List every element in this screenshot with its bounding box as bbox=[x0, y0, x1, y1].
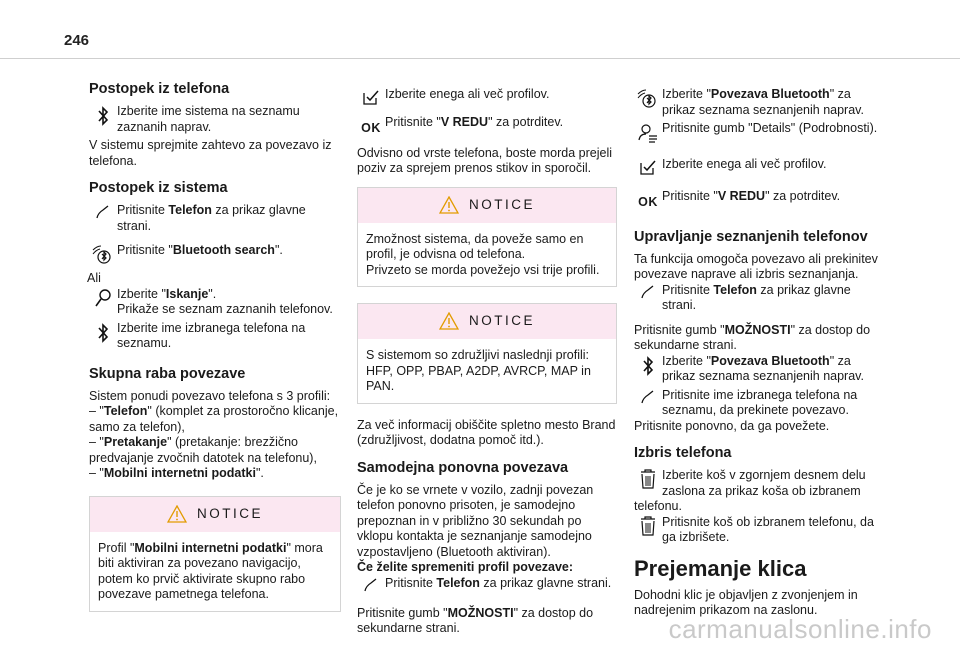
heading-phone-procedure: Postopek iz telefona bbox=[89, 81, 230, 97]
phone-text: V sistemu sprejmite zahtevo za povezavo iz telefona. bbox=[89, 138, 332, 168]
system-step-3: Izberite "Iskanje". Prikaže se seznam zaznanih telefonov. bbox=[89, 287, 341, 318]
checkbox-icon bbox=[634, 157, 662, 176]
notice-label: NOTICE bbox=[468, 196, 535, 212]
phone-step bbox=[89, 104, 341, 135]
ok-step: OK Pritisnite "V REDU" za potrditev. bbox=[357, 115, 617, 137]
touch-pen-icon bbox=[357, 576, 385, 593]
notice-box-2: NOTICE S sistemom so združljivi naslednji profili: HFP, OPP, PBAP, A2DP, AVRCP, MAP in PAN. bbox=[357, 303, 617, 404]
bluetooth-touch-icon bbox=[89, 243, 117, 268]
notice-box-1: NOTICE Zmožnost sistema, da poveže samo en profil, je odvisna od telefona. Privzeto se morda povežejo vsi trije profili. bbox=[357, 187, 617, 288]
heading-auto-reconnect: Samodejna ponovna povezava bbox=[357, 459, 569, 476]
phone-step-text: Izberite ime sistema na seznamu zaznanih naprav. bbox=[117, 104, 300, 134]
notice-label: NOTICE bbox=[196, 505, 263, 521]
bluetooth-icon bbox=[89, 321, 117, 344]
page-number: 246 bbox=[64, 32, 90, 49]
c3-step-2: Pritisnite gumb "Details" (Podrobnosti). bbox=[634, 121, 886, 144]
ok-icon: OK bbox=[361, 121, 381, 135]
heading-system-procedure: Postopek iz sistema bbox=[89, 180, 228, 196]
manage-step-3: Pritisnite ime izbranega telefona na seznamu, da prekinete povezavo. bbox=[634, 388, 886, 419]
delete-step-2: Pritisnite koš ob izbranem telefonu, da ga izbrišete. bbox=[634, 515, 886, 546]
trash-icon bbox=[634, 468, 662, 489]
heading-receiving-call: Prejemanje klica bbox=[634, 555, 807, 581]
watermark: carmanualsonline.info bbox=[668, 614, 932, 644]
notice-body: Profil "Mobilni internetni podatki" mora biti aktiviran za povezano navigacijo, potem ko prvič aktivirate skupno rabo povezave pametnega telefona. bbox=[98, 540, 323, 601]
ok-icon: OK bbox=[638, 195, 658, 209]
details-icon bbox=[634, 121, 662, 144]
search-icon bbox=[89, 287, 117, 308]
auto-step: Pritisnite Telefon za prikaz glavne strani. bbox=[357, 576, 617, 593]
touch-pen-icon bbox=[634, 283, 662, 300]
system-step-1: Pritisnite Telefon za prikaz glavne strani. bbox=[89, 203, 341, 234]
column-2: Izberite enega ali več profilov. OK Pritisnite "V REDU" za potrditev. Odvisno od vrste telefona, boste morda prejeli poziv za sprejem prenos stikov in sporočil. NOTICE Zmožnost sistema, da poveže samo en profil, je odvisna od telefona. Privzeto se morda povežejo vsi trije profili. NOTICE S sistemom so združljivi naslednji profili: HFP, OPP, PBAP, A2DP, AVRCP, MAP in PAN. Za več informacij obiščite spletno mesto Brand (združljivost, dodatna pomoč itd.). Samodejna ponovna povezava Če je ko se vrnete v vozilo, zadnji povezan telefon ponovno prisoten, je samodejno prepoznan in v približno 30 sekundah po vklopu kontakta je seznanjanje samodejno vzpostavljeno (Bluetooth aktiviran). Če želite spremeniti profil povezave: Pritisnite Telefon za prikaz glavne strani. Pritisnite gumb "MOŽNOSTI" za dostop do sekundarne strani. bbox=[357, 87, 616, 635]
column-1: Postopek iz telefona Izberite ime sistema na seznamu zaznanih naprav. V sistemu sprejmite zahtevo za povezavo iz telefona. Postopek iz sistema Pritisnite Telefon za prikaz glavne strani. Pritisnite "Bluetooth search". Ali Izberite "Iskanje". Prikaže se seznam zaznanih telefonov. Izberite ime izbranega telefona na seznamu. Skupna raba povezave Sistem ponudi povezavo telefona s 3 profili: – "Telefon" (komplet za prostoročno klicanje, samo za telefon), – "Pretakanje" (pretakanje: brezžično predvajanje zvočnih datotek na telefonu), – "Mobilni internetni podatki". NOTICE Profil "Mobilni internetni podatki" mora biti aktiviran za povezano navigacijo, potem ko prvič aktivirate skupno rabo povezave pametnega telefona. bbox=[89, 80, 341, 622]
delete-step-1: Izberite koš v zgornjem desnem delu zaslona za prikaz koša ob izbranem bbox=[634, 468, 886, 499]
column-3: Izberite "Povezava Bluetooth" za prikaz seznama seznanjenih naprav. Pritisnite gumb "Details" (Podrobnosti). Izberite enega ali več profilov. OK Pritisnite "V REDU" za potrditev. Upravljanje seznanjenih telefonov Ta funkcija omogoča povezavo ali prekinitev povezave naprave ali izbris seznanjanja. Pritisnite Telefon za prikaz glavne strani. Pritisnite gumb "MOŽNOSTI" za dostop do sekundarne strani. Izberite "Povezava Bluetooth" za prikaz seznama seznanjenih naprav. Pritisnite ime izbranega telefona na seznamu, da prekinete povezavo. Pritisnite ponovno, da ga povežete. Izbris telefona Izberite koš v zgornjem desnem delu zaslona za prikaz koša ob izbranem telefonu. Pritisnite koš ob izbranem telefonu, da ga izbrišete. Prejemanje klica Dohodni klic je objavljen z zvonjenjem in nadrejenim prikazom na zaslonu. bbox=[634, 87, 886, 619]
c3-step-1: Izberite "Povezava Bluetooth" za prikaz seznama seznanjenih naprav. bbox=[634, 87, 886, 118]
heading-delete-phone: Izbris telefona bbox=[634, 445, 732, 461]
system-step-2: Pritisnite "Bluetooth search". bbox=[89, 243, 341, 268]
c3-step-3: Izberite enega ali več profilov. bbox=[634, 157, 886, 176]
profile-select-step: Izberite enega ali več profilov. bbox=[357, 87, 617, 106]
notice-header bbox=[90, 497, 340, 532]
notice-box bbox=[89, 496, 341, 612]
c3-ok-step: OK Pritisnite "V REDU" za potrditev. bbox=[634, 189, 886, 211]
manage-step-1: Pritisnite Telefon za prikaz glavne strani. bbox=[634, 283, 886, 314]
header-divider bbox=[0, 58, 960, 59]
checkbox-icon bbox=[357, 87, 385, 106]
ali-text: Ali bbox=[87, 271, 101, 285]
warning-icon bbox=[167, 505, 187, 523]
bluetooth-icon bbox=[89, 104, 117, 127]
warning-icon bbox=[439, 196, 459, 214]
trash-icon bbox=[634, 515, 662, 536]
warning-icon bbox=[439, 312, 459, 330]
system-step-4: Izberite ime izbranega telefona na seznamu. bbox=[89, 321, 341, 352]
touch-pen-icon bbox=[634, 388, 662, 405]
manage-step-2: Izberite "Povezava Bluetooth" za prikaz seznama seznanjenih naprav. bbox=[634, 354, 886, 385]
notice-label: NOTICE bbox=[468, 313, 535, 329]
bluetooth-touch-icon bbox=[634, 87, 662, 112]
heading-connection-sharing: Skupna raba povezave bbox=[89, 365, 246, 382]
touch-pen-icon bbox=[89, 203, 117, 220]
heading-manage-paired: Upravljanje seznanjenih telefonov bbox=[634, 228, 868, 245]
bluetooth-icon bbox=[634, 354, 662, 377]
